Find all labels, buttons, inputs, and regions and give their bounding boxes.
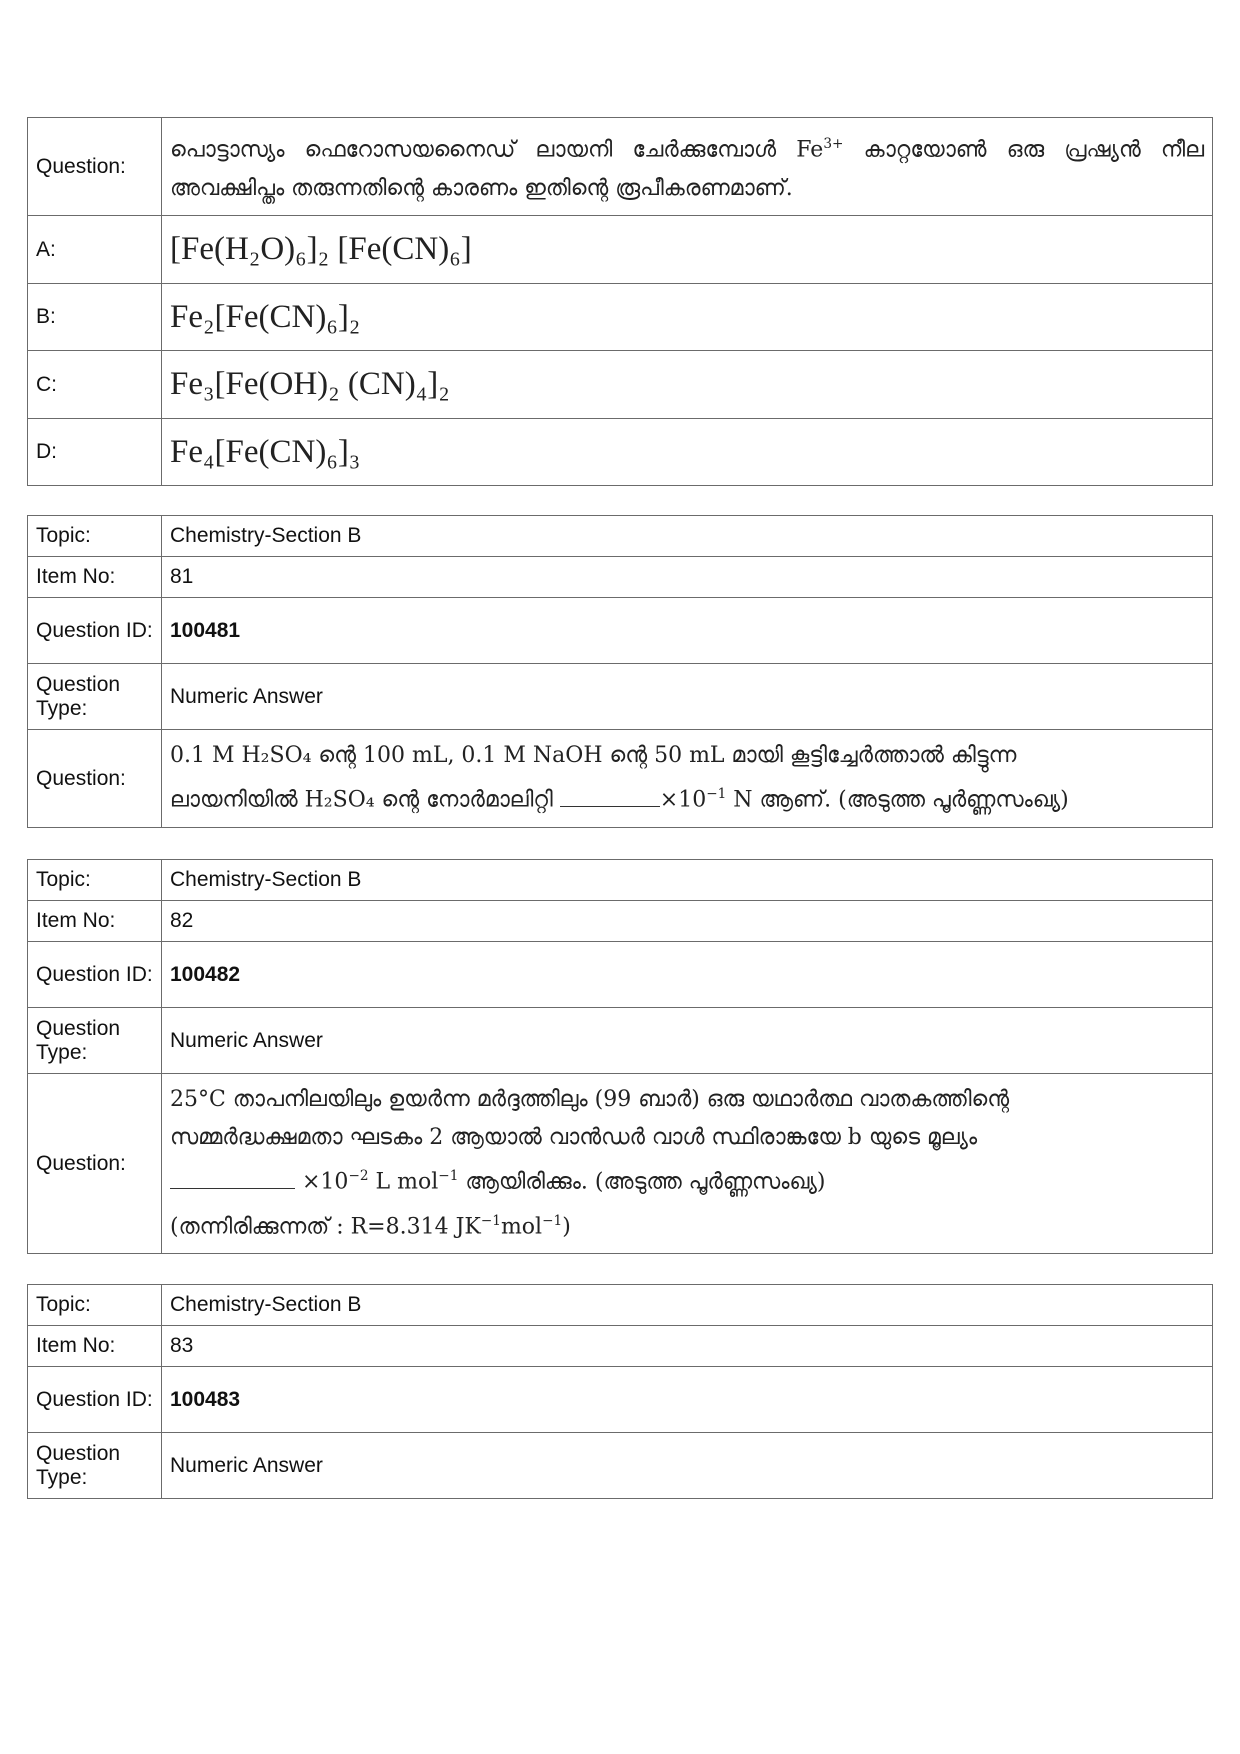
item-no-label: Item No:	[28, 557, 162, 598]
topic-label: Topic:	[28, 516, 162, 557]
question-block-1	[27, 117, 1213, 486]
question-id-value: 100483	[162, 1367, 1213, 1433]
question-type-value: Numeric Answer	[162, 1008, 1213, 1074]
question-label: Question:	[28, 118, 162, 216]
question-text: 25°C താപനിലയിലും ഉയർന്ന മർദ്ദത്തിലും (99 ബാർ) ഒരു യഥാർത്ഥ വാതകത്തിന്റെ സമ്മർദ്ധക്ഷമതാ ഘടകം 2 ആയാൽ വാൻഡർ വാൾ സ്ഥിരാങ്കയേ b യുടെ മൂല്യം $\times 10^{-2}$ L mol$^{-1}$ ആയിരിക്കും. (അടുത്ത പൂർണ്ണസംഖ്യ) (തന്നിരിക്കുന്നത് : R=8.314 $JK^{-1}mol^{-1}$)	[162, 1074, 1213, 1254]
item-no-value: 81	[162, 557, 1213, 598]
question-text: പൊട്ടാസ്യം ഫെറോസയനൈഡ് ലായനി ചേർക്കുമ്പോൾ $Fe^{3+}$ കാറ്റയോൺ ഒരു പ്രഷ്യൻ നീല അവക്ഷിപ്തം തരുന്നതിന്റെ കാരണം ഇതിന്റെ രൂപീകരണമാണ്.	[162, 118, 1213, 216]
question-type-value: Numeric Answer	[162, 1433, 1213, 1499]
topic-value: Chemistry-Section B	[162, 1285, 1213, 1326]
answer-blank	[170, 1187, 295, 1189]
option-c-label: C:	[28, 351, 162, 419]
question-id-label: Question ID:	[28, 1367, 162, 1433]
topic-label: Topic:	[28, 860, 162, 901]
option-d-text: Fe₄[Fe(CN)₆]₃	[162, 419, 1213, 486]
option-a-text: [Fe(H₂O)₆]₂ [Fe(CN)₆]	[162, 216, 1213, 284]
question-type-label: Question Type:	[28, 1008, 162, 1074]
option-b-label: B:	[28, 284, 162, 351]
question-id-value: 100481	[162, 598, 1213, 664]
option-b-text: Fe₂[Fe(CN)₆]₂	[162, 284, 1213, 351]
answer-blank	[560, 805, 660, 807]
question-block-3	[27, 859, 1213, 1254]
question-block-2	[27, 515, 1213, 828]
question-label: Question:	[28, 730, 162, 828]
option-c-text: Fe₃[Fe(OH)₂ (CN)₄]₂	[162, 351, 1213, 419]
question-id-label: Question ID:	[28, 598, 162, 664]
topic-label: Topic:	[28, 1285, 162, 1326]
question-text: 0.1 M H₂SO₄ ന്റെ 100 mL, 0.1 M NaOH ന്റെ 50 mL മായി കൂട്ടിച്ചേർത്താൽ കിട്ടുന്ന ലായനിയിൽ H₂SO₄ ന്റെ നോർമാലിറ്റി $\times 10^{-1}$ N ആണ്. (അടുത്ത പൂർണ്ണസംഖ്യ)	[162, 730, 1213, 828]
question-type-label: Question Type:	[28, 1433, 162, 1499]
question-id-value: 100482	[162, 942, 1213, 1008]
option-d-label: D:	[28, 419, 162, 486]
item-no-label: Item No:	[28, 1326, 162, 1367]
question-type-value: Numeric Answer	[162, 664, 1213, 730]
topic-value: Chemistry-Section B	[162, 860, 1213, 901]
question-type-label: Question Type:	[28, 664, 162, 730]
question-id-label: Question ID:	[28, 942, 162, 1008]
item-no-value: 82	[162, 901, 1213, 942]
question-block-4	[27, 1284, 1213, 1499]
question-label: Question:	[28, 1074, 162, 1254]
topic-value: Chemistry-Section B	[162, 516, 1213, 557]
item-no-value: 83	[162, 1326, 1213, 1367]
item-no-label: Item No:	[28, 901, 162, 942]
option-a-label: A:	[28, 216, 162, 284]
